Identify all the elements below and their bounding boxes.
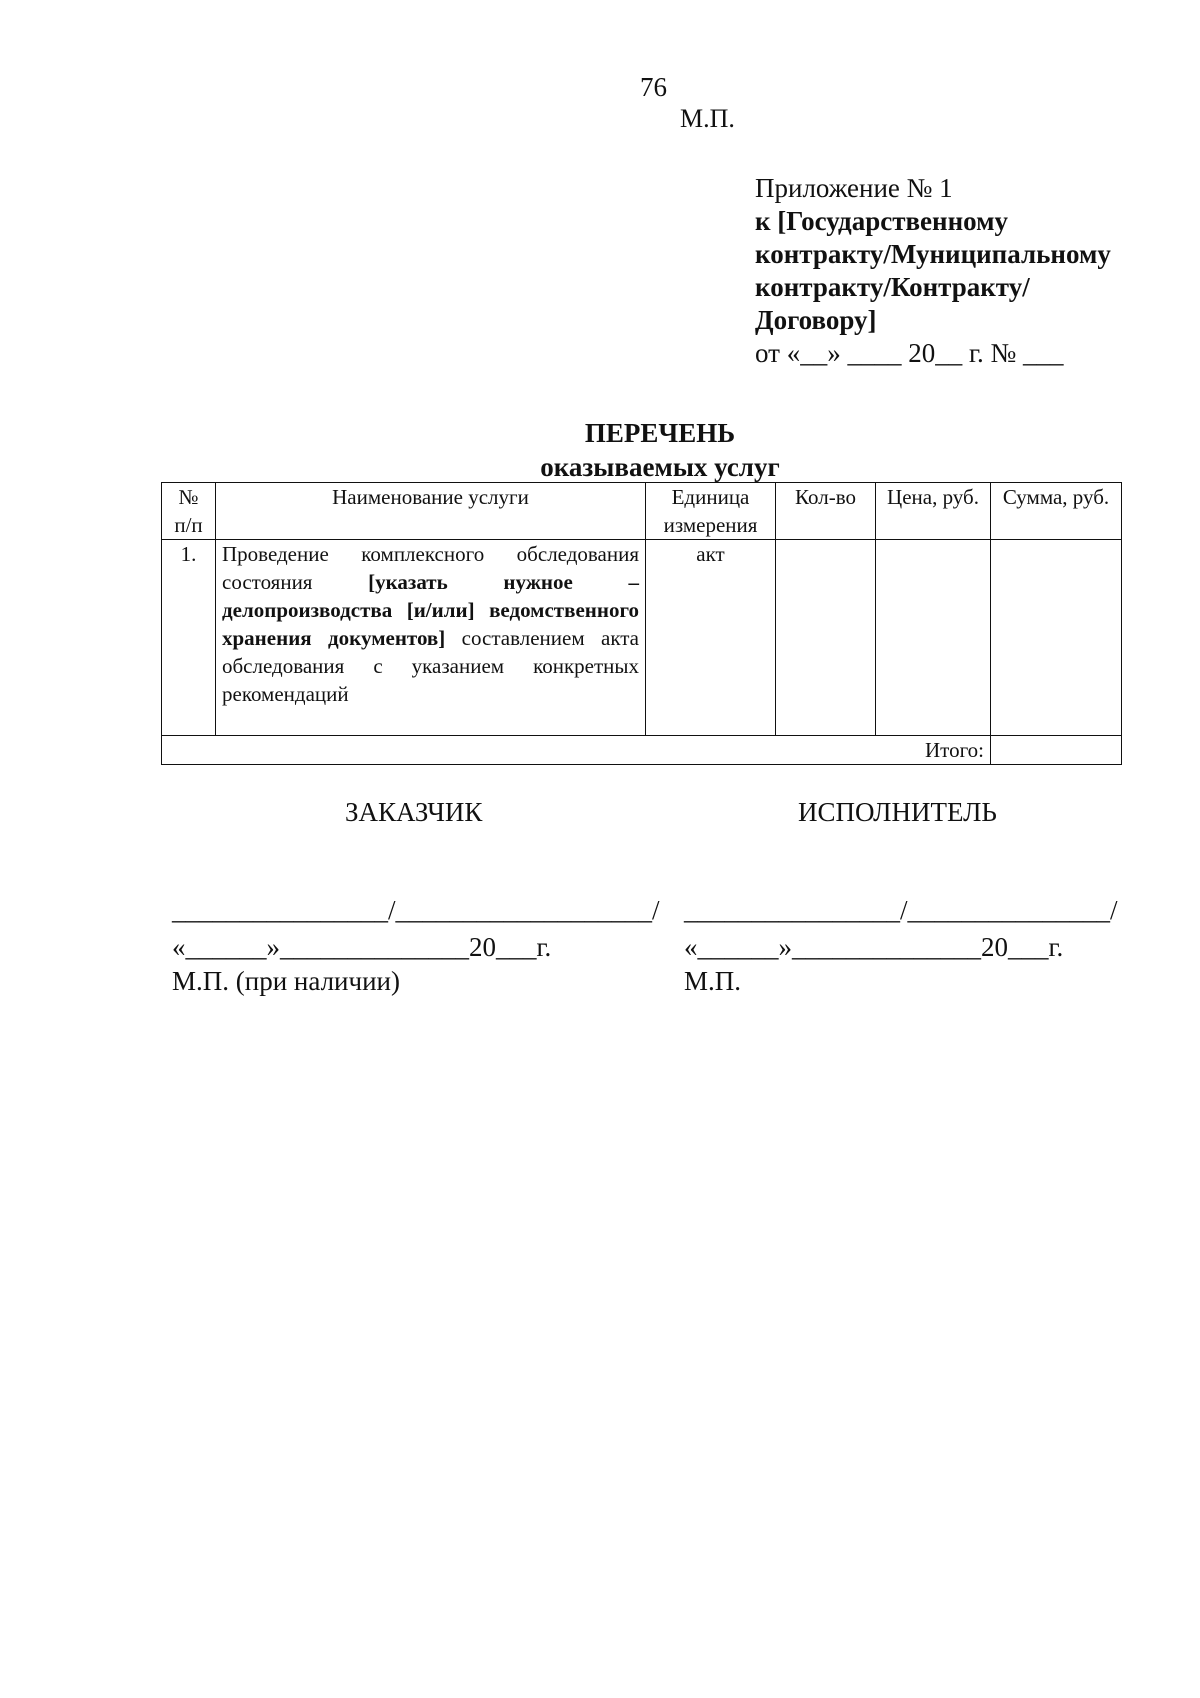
- customer-date-line: «______»______________20___г.: [172, 932, 552, 962]
- contractor-date-line: «______»______________20___г.: [684, 932, 1064, 962]
- annex-line-5: Договору]: [755, 305, 877, 335]
- total-label: Итого:: [162, 736, 991, 765]
- annex-line-2: к [Государственному: [755, 206, 1009, 236]
- row-desc-bold: [указать нужное – делопроизводства [и/или] ведомственного хранения документов]: [222, 570, 639, 650]
- customer-label: ЗАКАЗЧИК: [345, 797, 483, 827]
- row-qty: [776, 540, 876, 736]
- document-subtitle: оказываемых услуг: [540, 452, 780, 482]
- row-desc-part2: составлением акта обследования с указанием конкретных рекомендаций: [222, 626, 639, 706]
- header-num: № п/п: [162, 483, 216, 540]
- row-unit: акт: [646, 540, 776, 736]
- row-price: [876, 540, 991, 736]
- contractor-stamp-note: М.П.: [684, 966, 742, 996]
- total-value: [991, 736, 1122, 765]
- contractor-signature-line: ________________/_______________/: [684, 895, 1118, 925]
- table-row: [162, 540, 1122, 736]
- row-sum: [991, 540, 1122, 736]
- row-desc-part1: Проведение комплексного обследования состояния: [222, 542, 639, 594]
- table-header-row: [162, 483, 1122, 540]
- document-title: ПЕРЕЧЕНЬ: [584, 418, 736, 448]
- total-row: [162, 736, 1122, 765]
- customer-signature-line: ________________/___________________/: [172, 895, 660, 925]
- annex-line-3: контракту/Муниципальному: [755, 239, 1111, 269]
- header-unit: Единица измерения: [646, 483, 776, 540]
- header-sum: Сумма, руб.: [991, 483, 1122, 540]
- page-number: 76: [640, 72, 667, 102]
- annex-heading: [755, 172, 1175, 370]
- header-qty: Кол-во: [776, 483, 876, 540]
- annex-line-6: от «__» ____ 20__ г. № ___: [755, 338, 1064, 368]
- contractor-label: ИСПОЛНИТЕЛЬ: [798, 797, 997, 827]
- row-service-name: [216, 540, 646, 736]
- header-name: Наименование услуги: [216, 483, 646, 540]
- header-price: Цена, руб.: [876, 483, 991, 540]
- annex-line-1: Приложение № 1: [755, 173, 953, 203]
- annex-line-4: контракту/Контракту/: [755, 272, 1030, 302]
- customer-stamp-note: М.П. (при наличии): [172, 966, 400, 996]
- services-table: [161, 482, 1122, 765]
- row-num: 1.: [162, 540, 216, 736]
- stamp-placeholder-top: М.П.: [680, 104, 735, 133]
